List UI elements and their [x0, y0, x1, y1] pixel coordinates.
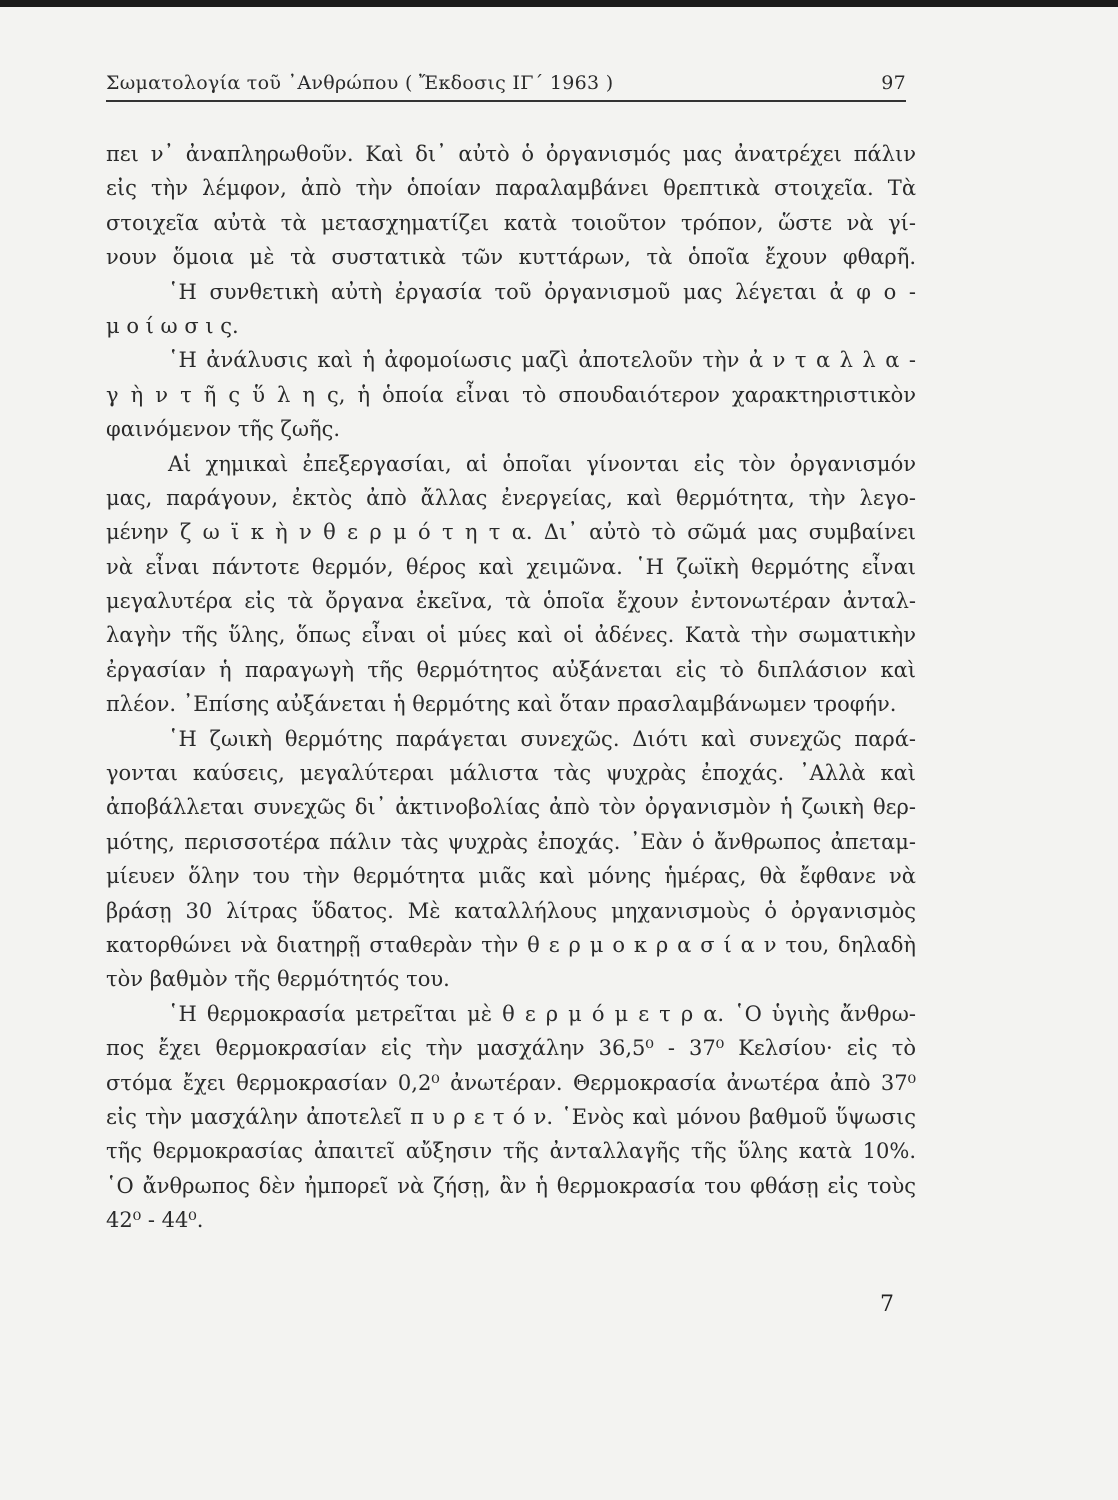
text-line: μότης, περισσοτέρα πάλιν τὰς ψυχρὰς ἐποχάς. ᾿Εὰν ὁ ἄνθρωπος ἀπεταμ- [106, 829, 916, 854]
text-line: πλέον. ᾿Επίσης αὐξάνεται ἡ θερμότης καὶ ὅταν πρασλαμβάνωμεν τροφήν. [106, 692, 897, 717]
text-line: στόμα ἔχει θερμοκρασίαν 0,2⁰ ἀνωτέραν. Θερμοκρασία ἀνωτέρα ἀπὸ 37⁰ [106, 1070, 916, 1095]
text-line: μεγαλυτέρα εἰς τὰ ὄργανα ἐκεῖνα, τὰ ὁποῖα ἔχουν ἐντονωτέραν ἀνταλ- [106, 589, 916, 614]
text-line: πος ἔχει θερμοκρασίαν εἰς τὴν μασχάλην 36,5⁰ - 37⁰ Κελσίου· εἰς τὸ [106, 1036, 916, 1061]
text-line: κατορθώνει νὰ διατηρῇ σταθερὰν τὴν θ ε ρ μ ο κ ρ α σ ί α ν του, δηλαδὴ [106, 932, 916, 957]
text-line: τῆς θερμοκρασίας ἀπαιτεῖ αὔξησιν τῆς ἀνταλλαγῆς τῆς ὕλης κατὰ 10%. [106, 1139, 916, 1164]
text-line: νουν ὅμοια μὲ τὰ συστατικὰ τῶν κυττάρων, τὰ ὁποῖα ἔχουν φθαρῆ. [106, 245, 916, 270]
text-line: ῾Η θερμοκρασία μετρεῖται μὲ θ ε ρ μ ό μ ε τ ρ α. ῾Ο ὑγιὴς ἄνθρω- [168, 1001, 916, 1026]
page-number: 97 [881, 72, 906, 94]
text-line: εἰς τὴν μασχάλην ἀποτελεῖ π υ ρ ε τ ό ν. ῾Ενὸς καὶ μόνου βαθμοῦ ὕψωσις [106, 1104, 916, 1129]
header-rule [106, 100, 906, 102]
text-line: ῾Η συνθετικὴ αὐτὴ ἐργασία τοῦ ὀργανισμοῦ μας λέγεται ἀ φ ο - [168, 279, 916, 304]
text-line: λαγὴν τῆς ὕλης, ὅπως εἶναι οἱ μύες καὶ οἱ ἀδένες. Κατὰ τὴν σωματικὴν [106, 623, 916, 648]
text-line: Αἱ χημικαὶ ἐπεξεργασίαι, αἱ ὁποῖαι γίνονται εἰς τὸν ὀργανισμόν [168, 451, 916, 476]
text-line: εἰς τὴν λέμφον, ἀπὸ τὴν ὁποίαν παραλαμβάνει θρεπτικὰ στοιχεῖα. Τὰ [106, 176, 916, 201]
text-line: ῾Η ἀνάλυσις καὶ ἡ ἀφομοίωσις μαζὶ ἀποτελοῦν τὴν ἀ ν τ α λ λ α - [168, 348, 916, 373]
text-line: μ ο ί ω σ ι ς. [106, 313, 239, 338]
text-line: 42⁰ - 44⁰. [106, 1208, 204, 1233]
text-line: γ ὴ ν τ ῆ ς ὕ λ η ς, ἡ ὁποία εἶναι τὸ σπουδαιότερον χαρακτηριστικὸν [106, 382, 916, 407]
text-line: πει ν᾿ ἀναπληρωθοῦν. Καὶ δι᾿ αὐτὸ ὁ ὀργανισμός μας ἀνατρέχει πάλιν [106, 142, 916, 166]
text-line: ἐργασίαν ἡ παραγωγὴ τῆς θερμότητος αὐξάνεται εἰς τὸ διπλάσιον καὶ [106, 657, 916, 682]
text-line: βράσῃ 30 λίτρας ὕδατος. Μὲ καταλλήλους μηχανισμοὺς ὁ ὀργανισμὸς [106, 898, 916, 923]
text-line: μένην ζ ω ϊ κ ὴ ν θ ε ρ μ ό τ η τ α. Δι᾿ αὐτὸ τὸ σῶμά μας συμβαίνει [106, 520, 916, 545]
text-line: γονται καύσεις, μεγαλύτεραι μάλιστα τὰς ψυχρὰς ἐποχάς. ᾿Αλλὰ καὶ [106, 761, 916, 786]
text-line: μίευεν ὅλην του τὴν θερμότητα μιᾶς καὶ μόνης ἡμέρας, θὰ ἔφθανε νὰ [106, 864, 916, 889]
text-line: μας, παράγουν, ἐκτὸς ἀπὸ ἄλλας ἐνεργείας, καὶ θερμότητα, τὴν λεγο- [106, 485, 916, 510]
text-line: ῾Η ζωικὴ θερμότης παράγεται συνεχῶς. Διότι καὶ συνεχῶς παρά- [168, 726, 916, 751]
scan-top-edge [0, 0, 1118, 7]
text-line: νὰ εἶναι πάντοτε θερμόν, θέρος καὶ χειμῶνα. ῾Η ζωϊκὴ θερμότης εἶναι [106, 554, 916, 579]
text-line: τὸν βαθμὸν τῆς θερμότητός του. [106, 967, 450, 992]
running-title: Σωματολογία τοῦ ᾿Ανθρώπου ( Ἔκδοσις ΙΓ΄ 1963 ) [106, 72, 614, 94]
text-line: ῾Ο ἄνθρωπος δὲν ἠμπορεῖ νὰ ζήσῃ, ἂν ἡ θερμοκρασία του φθάσῃ εἰς τοὺς [106, 1173, 916, 1198]
text-line: στοιχεῖα αὐτὰ τὰ μετασχηματίζει κατὰ τοιοῦτον τρόπον, ὥστε νὰ γί- [106, 210, 916, 235]
text-line: φαινόμενον τῆς ζωῆς. [106, 417, 341, 442]
body-text [106, 137, 916, 1238]
text-line: ἀποβάλλεται συνεχῶς δι᾿ ἀκτινοβολίας ἀπὸ τὸν ὀργανισμὸν ἡ ζωικὴ θερ- [106, 795, 916, 820]
signature-mark: 7 [880, 1292, 894, 1317]
